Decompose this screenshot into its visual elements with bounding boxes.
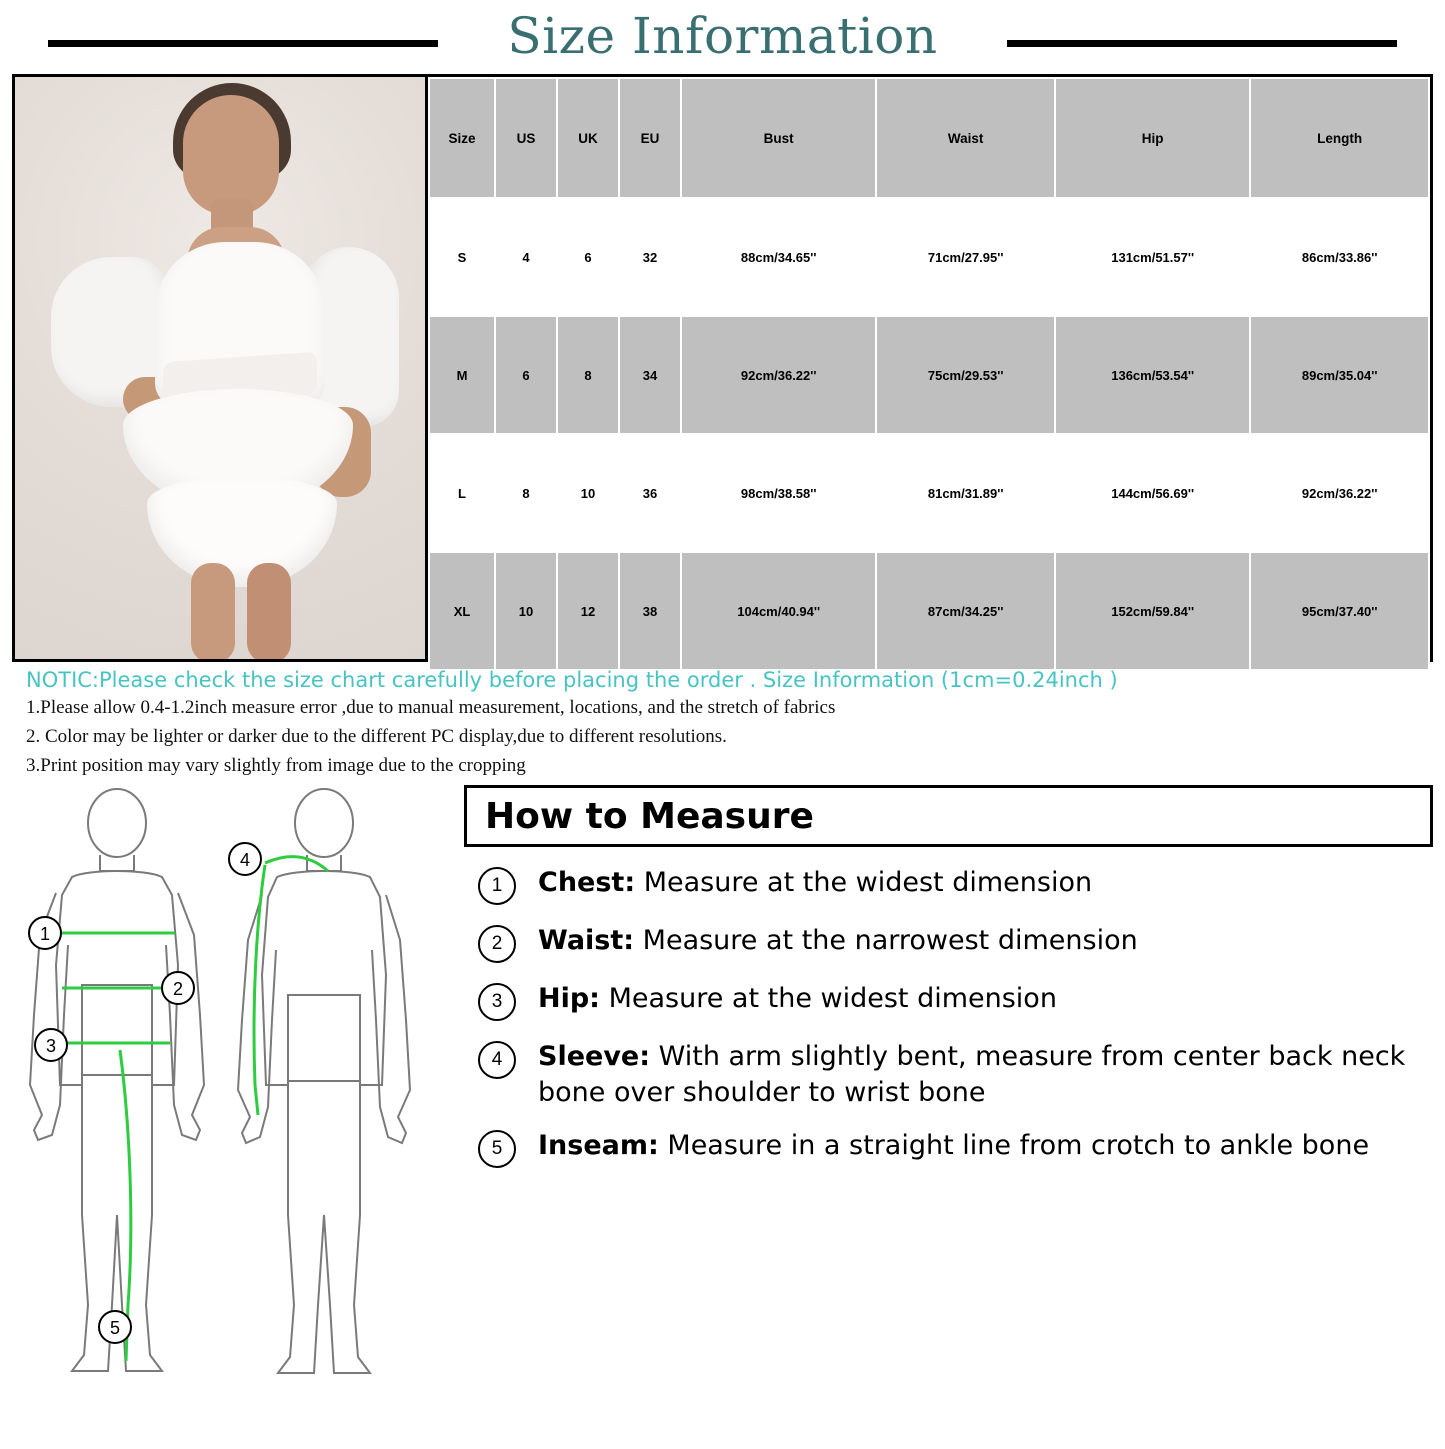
measure-item-text — [538, 1128, 1369, 1164]
cell-us: 6 — [495, 316, 557, 434]
header-eu: EU — [619, 78, 681, 198]
measure-item-desc: With arm slightly bent, measure from center back neck bone over shoulder to wrist bone — [538, 1041, 1406, 1108]
cell-length: 89cm/35.04'' — [1250, 316, 1429, 434]
how-to-measure-header — [464, 785, 1433, 847]
measure-item-desc: Measure in a straight line from crotch to ankle bone — [658, 1130, 1370, 1162]
page-title-row — [0, 4, 1445, 68]
model-leg-right — [247, 563, 291, 659]
back-arm-right — [372, 895, 410, 1143]
cell-eu: 36 — [619, 434, 681, 552]
measure-item-label: Hip: — [538, 983, 600, 1014]
notice-line-1: 1.Please allow 0.4-1.2inch measure error ,due to manual measurement, locations, and the stretch of fabrics — [26, 697, 836, 718]
size-table — [428, 77, 1430, 671]
header-waist: Waist — [876, 78, 1055, 198]
notice-block — [26, 668, 1445, 777]
callout-1-label: 1 — [39, 924, 51, 944]
cell-hip: 144cm/56.69'' — [1055, 434, 1250, 552]
measure-guide-section — [12, 785, 1433, 1385]
header-us: US — [495, 78, 557, 198]
callout-4-label: 4 — [239, 850, 251, 870]
table-row — [429, 552, 1429, 670]
callout-2-label: 2 — [172, 979, 184, 999]
back-head — [295, 789, 353, 857]
measure-item-number: 5 — [478, 1130, 516, 1168]
back-legs — [278, 1081, 370, 1373]
measure-item-label: Waist: — [538, 925, 635, 956]
back-torso — [262, 871, 386, 1085]
header-uk: UK — [557, 78, 619, 198]
cell-uk: 8 — [557, 316, 619, 434]
front-head — [88, 789, 146, 857]
measure-item-number: 2 — [478, 925, 516, 963]
cell-size: M — [429, 316, 495, 434]
table-row — [429, 316, 1429, 434]
cell-bust: 98cm/38.58'' — [681, 434, 876, 552]
cell-uk: 12 — [557, 552, 619, 670]
measure-item-hip — [464, 981, 1433, 1021]
notice-headline: NOTIC:Please check the size chart carefully before placing the order . Size Information (1cm=0.24inch ) — [26, 668, 1118, 692]
cell-length: 95cm/37.40'' — [1250, 552, 1429, 670]
cell-bust: 88cm/34.65'' — [681, 198, 876, 316]
header-length: Length — [1250, 78, 1429, 198]
cell-size: S — [429, 198, 495, 316]
measure-item-text — [538, 1039, 1433, 1110]
cell-us: 4 — [495, 198, 557, 316]
measure-item-text — [538, 981, 1057, 1017]
measure-item-desc: Measure at the narrowest dimension — [634, 925, 1138, 956]
header-hip: Hip — [1055, 78, 1250, 198]
cell-uk: 6 — [557, 198, 619, 316]
measure-item-inseam — [464, 1128, 1433, 1168]
measure-item-number: 3 — [478, 983, 516, 1021]
cell-hip: 131cm/51.57'' — [1055, 198, 1250, 316]
header-bust: Bust — [681, 78, 876, 198]
figures-svg — [12, 785, 452, 1385]
cell-us: 8 — [495, 434, 557, 552]
callout-3-label: 3 — [45, 1036, 57, 1056]
measure-item-waist — [464, 923, 1433, 963]
cell-hip: 136cm/53.54'' — [1055, 316, 1250, 434]
how-to-measure-title: How to Measure — [485, 795, 814, 837]
figure-callouts — [29, 843, 261, 1343]
notice-line-3: 3.Print position may vary slightly from image due to the cropping — [26, 755, 526, 776]
measure-item-label: Inseam: — [538, 1130, 659, 1162]
cell-size: L — [429, 434, 495, 552]
measure-item-label: Chest: — [538, 867, 636, 898]
size-chart-panel — [12, 74, 1433, 662]
table-header-row — [429, 78, 1429, 198]
measure-item-text — [538, 865, 1092, 901]
measure-item-desc: Measure at the widest dimension — [635, 867, 1093, 898]
cell-waist: 71cm/27.95'' — [876, 198, 1055, 316]
cell-uk: 10 — [557, 434, 619, 552]
cell-eu: 34 — [619, 316, 681, 434]
cell-hip: 152cm/59.84'' — [1055, 552, 1250, 670]
title-rule-right — [1007, 40, 1397, 47]
front-arm-right — [166, 893, 204, 1140]
dress-bodice — [155, 242, 325, 407]
cell-length: 86cm/33.86'' — [1250, 198, 1429, 316]
how-to-measure-list — [464, 865, 1433, 1168]
product-photo — [15, 77, 428, 659]
table-row — [429, 434, 1429, 552]
measure-item-sleeve — [464, 1039, 1433, 1110]
how-to-measure-panel — [464, 785, 1433, 1385]
table-row — [429, 198, 1429, 316]
cell-size: XL — [429, 552, 495, 670]
cell-waist: 81cm/31.89'' — [876, 434, 1055, 552]
sleeve-measure-line-top — [265, 857, 328, 871]
body-figure-diagram — [12, 785, 452, 1385]
measure-item-label: Sleeve: — [538, 1041, 651, 1072]
measure-item-number: 1 — [478, 867, 516, 905]
measure-item-desc: Measure at the widest dimension — [599, 983, 1057, 1014]
cell-us: 10 — [495, 552, 557, 670]
cell-eu: 32 — [619, 198, 681, 316]
callout-5-label: 5 — [109, 1318, 121, 1338]
cell-bust: 104cm/40.94'' — [681, 552, 876, 670]
model-leg-left — [191, 563, 235, 659]
measure-item-number: 4 — [478, 1041, 516, 1079]
front-torso — [56, 871, 178, 1085]
measure-item-chest — [464, 865, 1433, 905]
measure-item-text — [538, 923, 1138, 959]
notice-line-2: 2. Color may be lighter or darker due to the different PC display,due to different resolutions. — [26, 726, 727, 747]
cell-waist: 75cm/29.53'' — [876, 316, 1055, 434]
page-title: Size Information — [493, 7, 951, 65]
cell-bust: 92cm/36.22'' — [681, 316, 876, 434]
cell-length: 92cm/36.22'' — [1250, 434, 1429, 552]
cell-waist: 87cm/34.25'' — [876, 552, 1055, 670]
cell-eu: 38 — [619, 552, 681, 670]
title-rule-left — [48, 40, 438, 47]
header-size: Size — [429, 78, 495, 198]
